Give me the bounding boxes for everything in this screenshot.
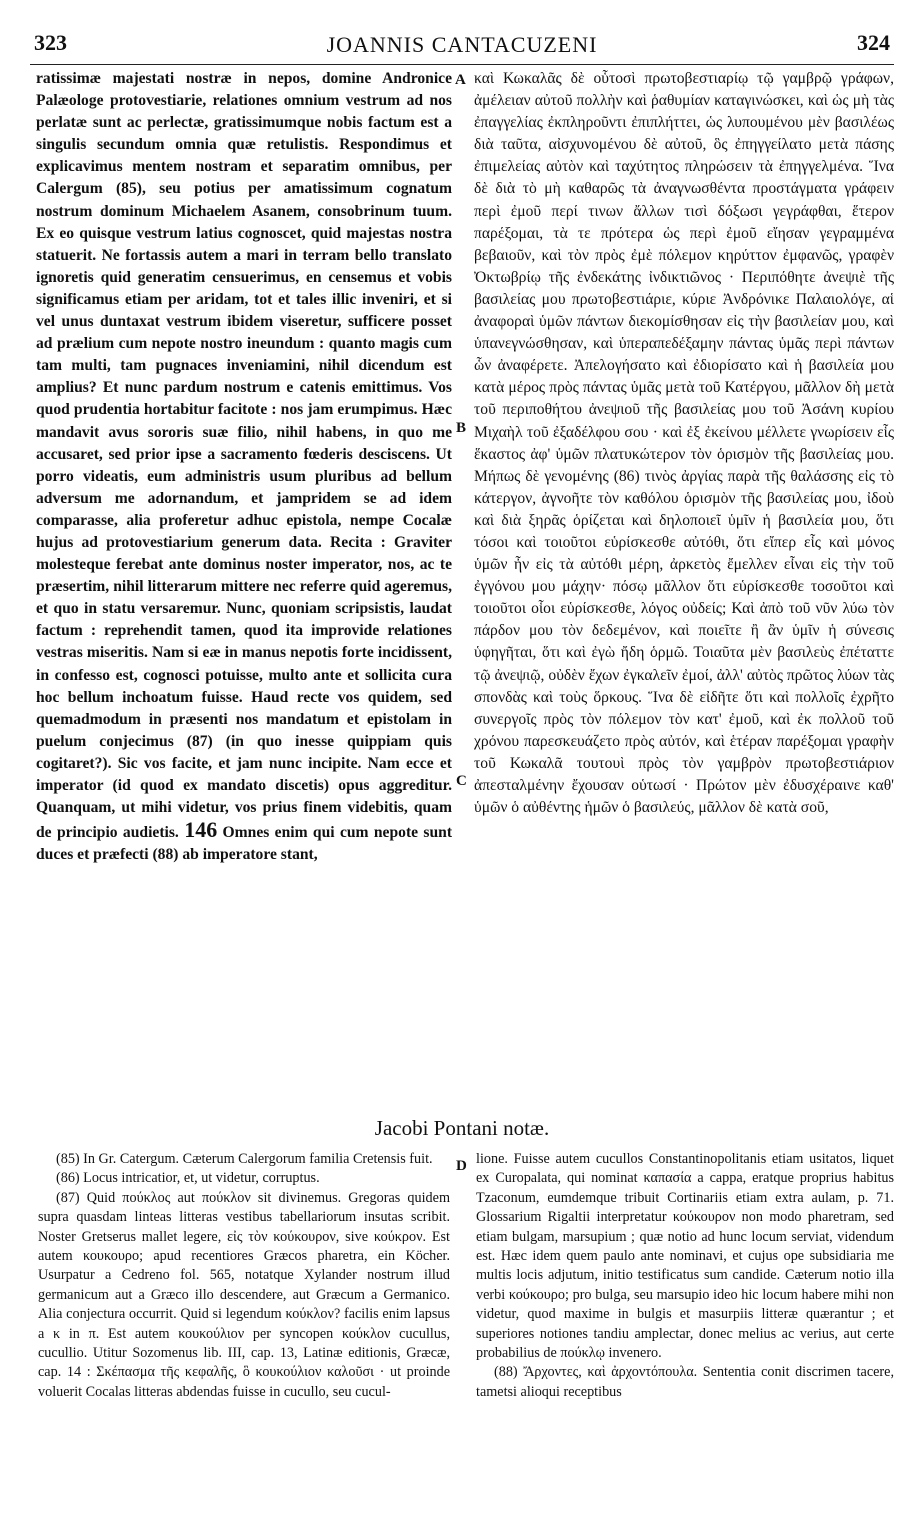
running-title: JOANNIS CANTACUZENI: [326, 32, 598, 57]
left-page-number: 323: [34, 30, 67, 55]
column-number: 146: [184, 817, 218, 843]
margin-letter-b: B: [456, 420, 467, 436]
margin-letter-a: A: [455, 72, 466, 88]
notes-left-column: [38, 1150, 450, 1518]
note-88: (88) Ἄρχοντες, καὶ ἀρχοντόπουλα. Sententia conit discrimen tacere, tametsi alioqui receptibus: [476, 1364, 894, 1400]
greek-text: καὶ Κωκαλᾶς δὲ οὗτοσὶ πρωτοβεστιαρίῳ τῷ γαμβρῷ γράφων, ἀμέλειαν αὐτοῦ πολλὴν καὶ ῥαθυμίαν καταγινώσκει, καὶ ὡς μὴ τὰς ἐπαγγελίας ἐκπληροῦντι ἐπιπλήττει, ὡς λυπουμένου μὲν βασιλέως διὰ ταῦτα, αἰσχυνομένου δὲ αὐτοῦ, ὃς ἐπηγγείλατο μετὰ πάσης ἐπιμελείας αὐτὸν καὶ ταχύτητος πληρώσειν τὰ ἐπηγγελμένα. Ἵνα δὲ διὰ τὸ μὴ καθαρῶς τὰ ἀναγνωσθέντα προστάγματα γράφειν περὶ ἐμοῦ περί τινων ἄλλων τισὶ δόξωσι γεγράφθαι, ἕτερον παρέξομαι, τὰ τε πρότερα ὡς περὶ ἐμοῦ εἴησαν γεγραμμένα βεβαιοῦν, καὶ τὸν πρὸς ἐμὲ πόλεμον κηρύττον ἐμφανῶς, γραφὲν Ὀκτωβρίῳ τῆς ἐνδεκάτης ἰνδικτιῶνος · Περιπόθητε ἀνεψιὲ τῆς βασιλείας μου πρωτοβεστιάριε, κύριε Ἀνδρόνικε Παλαιολόγε, αἱ ἀναφοραὶ ὑμῶν πάντων διεκομίσθησαν εἰς τὴν βασιλείαν μου, καὶ ὑπανεγνώσθησαν, καὶ ὑπεραπεδέξαμην πάντας ὑμᾶς περὶ πάντων ὧν ἀναφέρετε. Ἀπελογήσατο καὶ ἐδιορίσατο καὶ ἡ βασιλεία μου κατὰ μέρος πρὸς πάντας ὑμᾶς μετὰ τοῦ Κατέργου, μᾶλλον δὴ μετὰ τοῦ περιποθήτου ἀνεψιοῦ τῆς βασιλείας μου τοῦ Ἀσάνη κυρίου Μιχαὴλ τοῦ ἐξαδέλφου σου · καὶ ἐξ ἐκείνου μέλλετε γνωρίσειν εἷς ἕκαστος ἀφ' ὑμῶν πλατυκώτερον τὸν ὁρισμὸν τῆς βασιλείας μου. Μήπως δὲ γενομένης (86) τινὸς ἀργίας παρὰ τῆς θαλάσσης εἰς τὸ κάτεργον, ἀγνοῆτε τὸν καθόλου ὁρισμὸν τῆς βασιλείας μου, ἰδοὺ καὶ διὰ ξηρᾶς ὁρίζεται καὶ δηλοποιεῖ ὑμῖν ἡ βασιλεία μου, ὅτι τόσοι καὶ τοιοῦτοι εὑρίσκεσθε αὐτόθι, ὅτι εἴπερ εἷς καὶ μόνος ὑμῶν ἦν εἰς τὰ αὐτόθι μέρη, ἀρκετὸς ἔμελλεν εἶναι εἰς τὴν τοῦ ἐγγόνου μου μάχην· πόσῳ μᾶλλον ὅτι εὑρίσκεσθε τοσοῦτοι καὶ τοιοῦτοι οἷοι εὑρίσκεσθε, λόγος οὐδείς; Καὶ ἀπὸ τοῦ νῦν λύω τὸν πάρδον μου τὸν δεδεμένον, καὶ ποιεῖτε ἢ ἂν ὑμῖν ἡ σύνεσις ὑφηγῆται, ὅτι καὶ ἐγὼ ἤδη ὁρμῶ. Τοιαῦτα μὲν βασιλεὺς ἐπέταττε τῷ ἀνεψιῷ, οὐδὲν ἔχων ἐγκαλεῖν ἐμοί, ἀλλ' αὐτὸς πρῶτος λύων τὰς σπονδὰς καὶ τοὺς ὅρκους. Ἵνα δὲ εἰδῆτε ὅτι καὶ πολλοῖς ἐχρῆτο συνεργοῖς πρὸς τὸν πόλεμον τὸν κατ' ἐμοῦ, καὶ ἐκ πολλοῦ τοῦ χρόνου παρεσκευάζετο πρὸς αὐτόν, καὶ ἑτέραν παρέξομαι γραφὴν τοῦ Κωκαλᾶ τουτουὶ πρὸς τὸν γαμβρὸν πρωτοβεστιάριον ἀπεσταλμένην ἔχουσαν οὑτωσί · Πρώτον μὲν ἐδυσχέραινε καθ' ὑμῶν ὁ αὐθέντης ἡμῶν ὁ βασιλεύς, μᾶλλον δὲ κατὰ σοῦ,: [474, 70, 894, 817]
greek-text-column: [474, 68, 894, 1108]
note-87-continued: lione. Fuisse autem cucullos Constantinopolitanis etiam usitatos, liquet ex Curopalata, qui nominat καπασία a cappa, eratque proprius habitus Tzaconum, eumdemque tribuit Cortinariis etiam extra aulam, p. 71. Glossarium Rigaltii interpretatur κούκουρον non modo pharetram, sed etiam bulgam, marsupium ; quæ notio ad hunc locum serviat, videndum est. Hæc idem quem paulo ante nominavi, et cujus ope subsidiaria me multis locis adjutum, initio testificatus sum candide. Cæterum notio illa verbi κούκουρο; pro bulga, seu marsupio ideo hic locum habere mihi non videtur, quod maxime in bulgis et masurpiis litteræ quærantur ; et superiores notiones tandiu amplectar, donec melius ac verius, aut certe probabilius de πούκλῳ invenero.: [476, 1151, 894, 1362]
margin-letter-c: C: [456, 773, 467, 789]
note-86: (86) Locus intricatior, et, ut videtur, corruptus.: [56, 1170, 320, 1187]
right-page-number: 324: [857, 30, 890, 55]
notes-heading: Jacobi Pontani notæ.: [374, 1116, 550, 1140]
notes-right-column: [476, 1150, 894, 1518]
margin-letter-d: D: [456, 1158, 467, 1174]
latin-text: ratissimæ majestati nostræ in nepos, domine Andronice Palæologe protovestiarie, relationes omnium vestrum ad nos perlatæ sunt ac perlectæ, gratissimumque nobis factum est a singulis secundum omnia quæ retulistis. Respondimus et explicavimus mentem nostram et separatim omnibus, per Calergum (85), seu potius per amatissimum cognatum nostrum dominum Michaelem Asanem, consobrinum tuum. Ex eo quisque vestrum latius cognoscet, quid majestas nostra statuerit. Ne fortassis autem a mari in terram bello translato ignoretis quid generatim censuerimus, en censemus et vobis significamus etiam per aridam, tot et tales illic inveniri, et si vel unus duntaxat vestrum ibidem viseretur, sufficere posset ad prælium cum nepote nostro ineundum : quanto magis cum tam multi, tam pugnaces inveniamini, nihil dicendum est amplius? Et nunc pardum nostrum e catenis emittimus. Vos quod prudentia hortabitur facitote : nos jam erumpimus. Hæc mandavit avus sororis suæ filio, nihil habens, in quo me accusaret, sed prior ipse a sacramento fœderis desciscens. Ut porro videatis, eum administris usum pluribus ad bellum adversum me adornandum, et jampridem se ad idem comparasse, alia proferetur adhuc epistola, nempe Cocalæ hujus ad protovestiarium generum data. Recita : Graviter molesteque ferebat ante dominus noster imperator, nos, ac te præsertim, nihil litterarum mittere nec referre quid ageremus, et quo in statu versaremur. Nunc, quoniam scripsistis, laudat factum : reprehendit tamen, quod ita improvide relationes vestras miseritis. Nam si eæ in manus nepotis forte incidissent, in confesso est, cognosci potuisse, multo ante et sollicita cura hoc bellum inchoatum fuisse. Haud recte vos quidem, sed quemadmodum in præsenti nos mandatum et epistolam in puelum conjecimus (87) (in quo inesse quippiam quis cogitaret?). Sic vos facite, et jam nunc incipite. Nam ecce et imperator (id quod ex mandato discetis) opus aggreditur. Quanquam, ut mihi videtur, vos prius finem videbitis, quam de principio audietis.: [36, 70, 452, 842]
page-header: [30, 30, 894, 65]
note-87: (87) Quid πούκλος aut πούκλον sit divinemus. Gregoras quidem supra quasdam linteas litteras vestibus tabellariorum insutas scribit. Noster Gretserus mallet legere, εἰς τὸν κούκουρον, sive κούκρον. Est autem κουκουρο; apud recentiores Græcos pharetra, ein Köcher. Usurpatur a Cedreno fol. 565, notatque Xylander nostrum illud germanicum aut a Græco illo descendere, aut Græcum a Germanico. Alia conjectura occurrit. Quid si legendum κούκλον? facilis enim lapsus a κ in π. Est autem κουκούλιον per syncopen κούκλον cucullus, cucullio. Utitur Sozomenus lib. III, cap. 13, Latinæ editionis, Græcæ, cap. 14 : Σκέπασμα τῆς κεφαλῆς, ὃ κουκούλιον καλοῦσι · ut proinde voluerit Cocalas litteras abdendas fuisse in cucullo, seu cucul-: [38, 1189, 450, 1400]
note-85: (85) In Gr. Catergum. Cæterum Calergorum familia Cretensis fuit.: [56, 1151, 433, 1167]
latin-text-column: [36, 68, 452, 1108]
latin-text-end: Omnes enim qui cum nepote sunt duces et præfecti (88) ab imperatore stant,: [36, 824, 452, 864]
